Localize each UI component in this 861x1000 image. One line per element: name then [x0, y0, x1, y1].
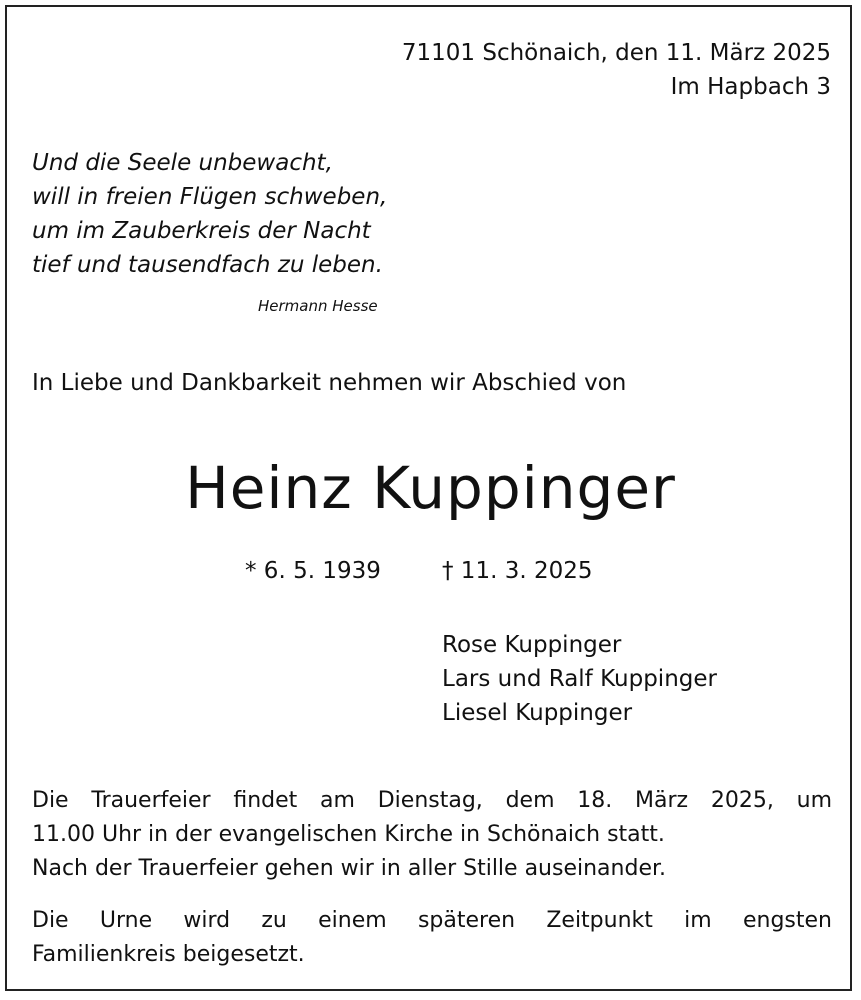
ceremony-line: 11.00 Uhr in der evangelischen Kirche in Schönaich statt. [32, 822, 665, 847]
mourner-name: Rose Kuppinger [442, 632, 622, 658]
intro-text: In Liebe und Dankbarkeit nehmen wir Abschied von [32, 370, 627, 396]
mourner-name: Liesel Kuppinger [442, 700, 633, 726]
deceased-name: Heinz Kuppinger [185, 454, 676, 522]
mourners-list [442, 628, 717, 730]
ceremony-line: Nach der Trauerfeier gehen wir in aller Stille auseinander. [32, 856, 666, 881]
poem-line: tief und tausendfach zu leben. [32, 252, 383, 278]
ceremony-line: Die Trauerfeier findet am Dienstag, dem 18. März 2025, um [32, 788, 832, 813]
poem [32, 146, 387, 282]
birth-date: * 6. 5. 1939 [245, 558, 381, 584]
place-date: 71101 Schönaich, den 11. März 2025 [401, 40, 831, 66]
urn-paragraph [32, 904, 832, 972]
death-date: † 11. 3. 2025 [442, 558, 593, 584]
urn-line: Die Urne wird zu einem späteren Zeitpunkt im engsten [32, 908, 832, 933]
poem-author: Hermann Hesse [258, 297, 378, 315]
ceremony-paragraph [32, 784, 832, 886]
address: Im Hapbach 3 [670, 74, 831, 100]
poem-line: Und die Seele unbewacht, [32, 150, 333, 176]
mourner-name: Lars und Ralf Kuppinger [442, 666, 717, 692]
poem-line: um im Zauberkreis der Nacht [32, 218, 371, 244]
poem-line: will in freien Flügen schweben, [32, 184, 388, 210]
urn-line: Familienkreis beigesetzt. [32, 942, 305, 967]
